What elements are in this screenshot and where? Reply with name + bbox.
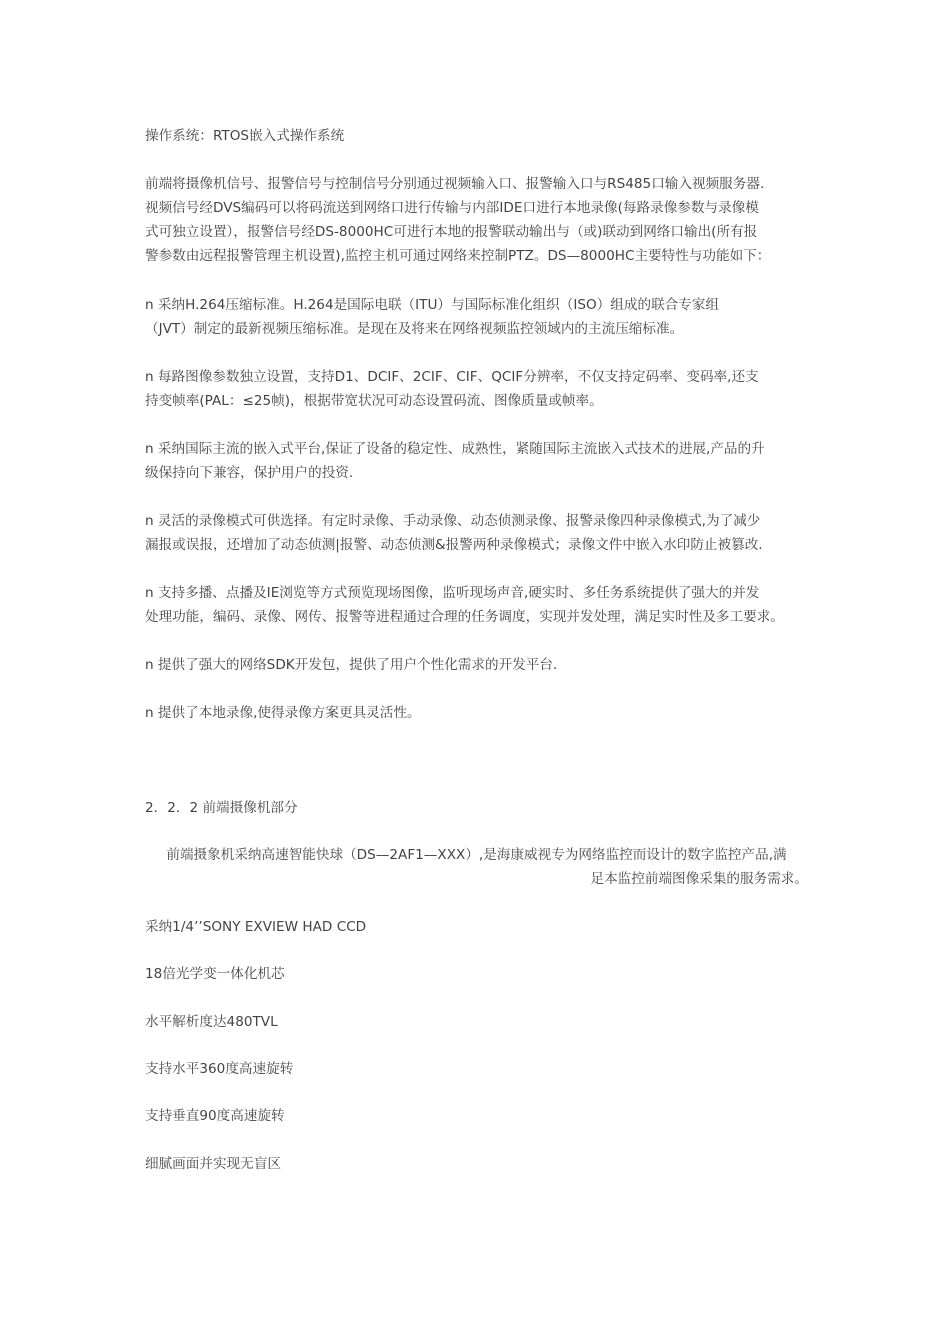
feature-line: n 每路图像参数独立设置，支持D1、DCIF、2CIF、CIF、QCIF分辨率，不仅支持定码率、变码率,还支 [145, 369, 759, 385]
feature-item-sdk [145, 653, 817, 677]
intro-line: 前端将摄像机信号、报警信号与控制信号分别通过视频输入口、报警输入口与RS485口输入视频服务器. [145, 176, 765, 192]
camera-intro-line: 前端摄象机采纳高速智能快球（DS—2AF1—XXX）,是海康威视专为网络监控而设计的数字监控产品,满 [166, 847, 787, 863]
spec-item [145, 1010, 817, 1034]
spec-text: 18倍光学变一体化机芯 [145, 966, 285, 982]
camera-intro-paragraph [145, 843, 808, 891]
feature-line: 级保持向下兼容，保护用户的投资. [145, 465, 354, 481]
feature-item-h264 [145, 293, 817, 341]
spec-item [145, 1104, 817, 1128]
spec-text: 细腻画面并实现无盲区 [145, 1156, 281, 1172]
spec-item [145, 1152, 817, 1176]
intro-paragraph [145, 172, 817, 268]
feature-line: n 提供了本地录像,使得录像方案更具灵活性。 [145, 705, 421, 721]
spec-text: 支持水平360度高速旋转 [145, 1061, 294, 1077]
feature-item-multicast [145, 581, 817, 629]
intro-line: 视频信号经DVS编码可以将码流送到网络口进行传输与内部IDE口进行本地录像(每路录像参数与录像模 [145, 200, 759, 216]
feature-item-record-modes [145, 509, 817, 557]
feature-item-platform [145, 437, 817, 485]
intro-line: 警参数由远程报警管理主机设置),监控主机可通过网络来控制PTZ。DS—8000HC主要特性与功能如下： [145, 248, 771, 264]
feature-line: n 采纳H.264压缩标准。H.264是国际电联（ITU）与国际标准化组织（ISO）组成的联合专家组 [145, 297, 720, 313]
intro-line: 式可独立设置），报警信号经DS-8000HC可进行本地的报警联动输出与（或)联动到网络口输出(所有报 [145, 224, 758, 240]
spec-item [145, 915, 817, 939]
section-heading-text: 2．2．2 前端摄像机部分 [145, 800, 298, 816]
feature-line: n 采纳国际主流的嵌入式平台,保证了设备的稳定性、成熟性，紧随国际主流嵌入式技术的进展,产品的升 [145, 441, 765, 457]
spec-item [145, 1057, 817, 1081]
spec-text: 水平解析度达480TVL [145, 1014, 278, 1030]
feature-line: 处理功能，编码、录像、网传、报警等进程通过合理的任务调度，实现并发处理，满足实时性及多工要求。 [145, 609, 784, 625]
feature-line: 漏报或误报，还增加了动态侦测|报警、动态侦测&报警两种录像模式；录像文件中嵌入水印防止被篡改. [145, 537, 763, 553]
spec-item [145, 962, 817, 986]
os-line [145, 124, 817, 148]
feature-line: n 支持多播、点播及IE浏览等方式预览现场图像，监听现场声音,硬实时、多任务系统提供了强大的并发 [145, 585, 760, 601]
spec-text: 采纳1/4’’SONY EXVIEW HAD CCD [145, 919, 367, 935]
os-line-text: 操作系统：RTOS嵌入式操作系统 [145, 128, 345, 144]
section-heading [145, 796, 817, 820]
feature-line: 持变帧率(PAL：≤25帧)，根据带宽状况可动态设置码流、图像质量或帧率。 [145, 393, 603, 409]
camera-intro-line: 足本监控前端图像采集的服务需求。 [590, 871, 808, 887]
feature-line: n 灵活的录像模式可供选择。有定时录像、手动录像、动态侦测录像、报警录像四种录像模式,为了减少 [145, 513, 761, 529]
feature-item-resolution [145, 365, 817, 413]
spec-text: 支持垂直90度高速旋转 [145, 1108, 285, 1124]
feature-item-local-record [145, 701, 817, 725]
feature-line: （JVT）制定的最新视频压缩标准。是现在及将来在网络视频监控领域内的主流压缩标准。 [145, 321, 684, 337]
feature-line: n 提供了强大的网络SDK开发包，提供了用户个性化需求的开发平台. [145, 657, 558, 673]
